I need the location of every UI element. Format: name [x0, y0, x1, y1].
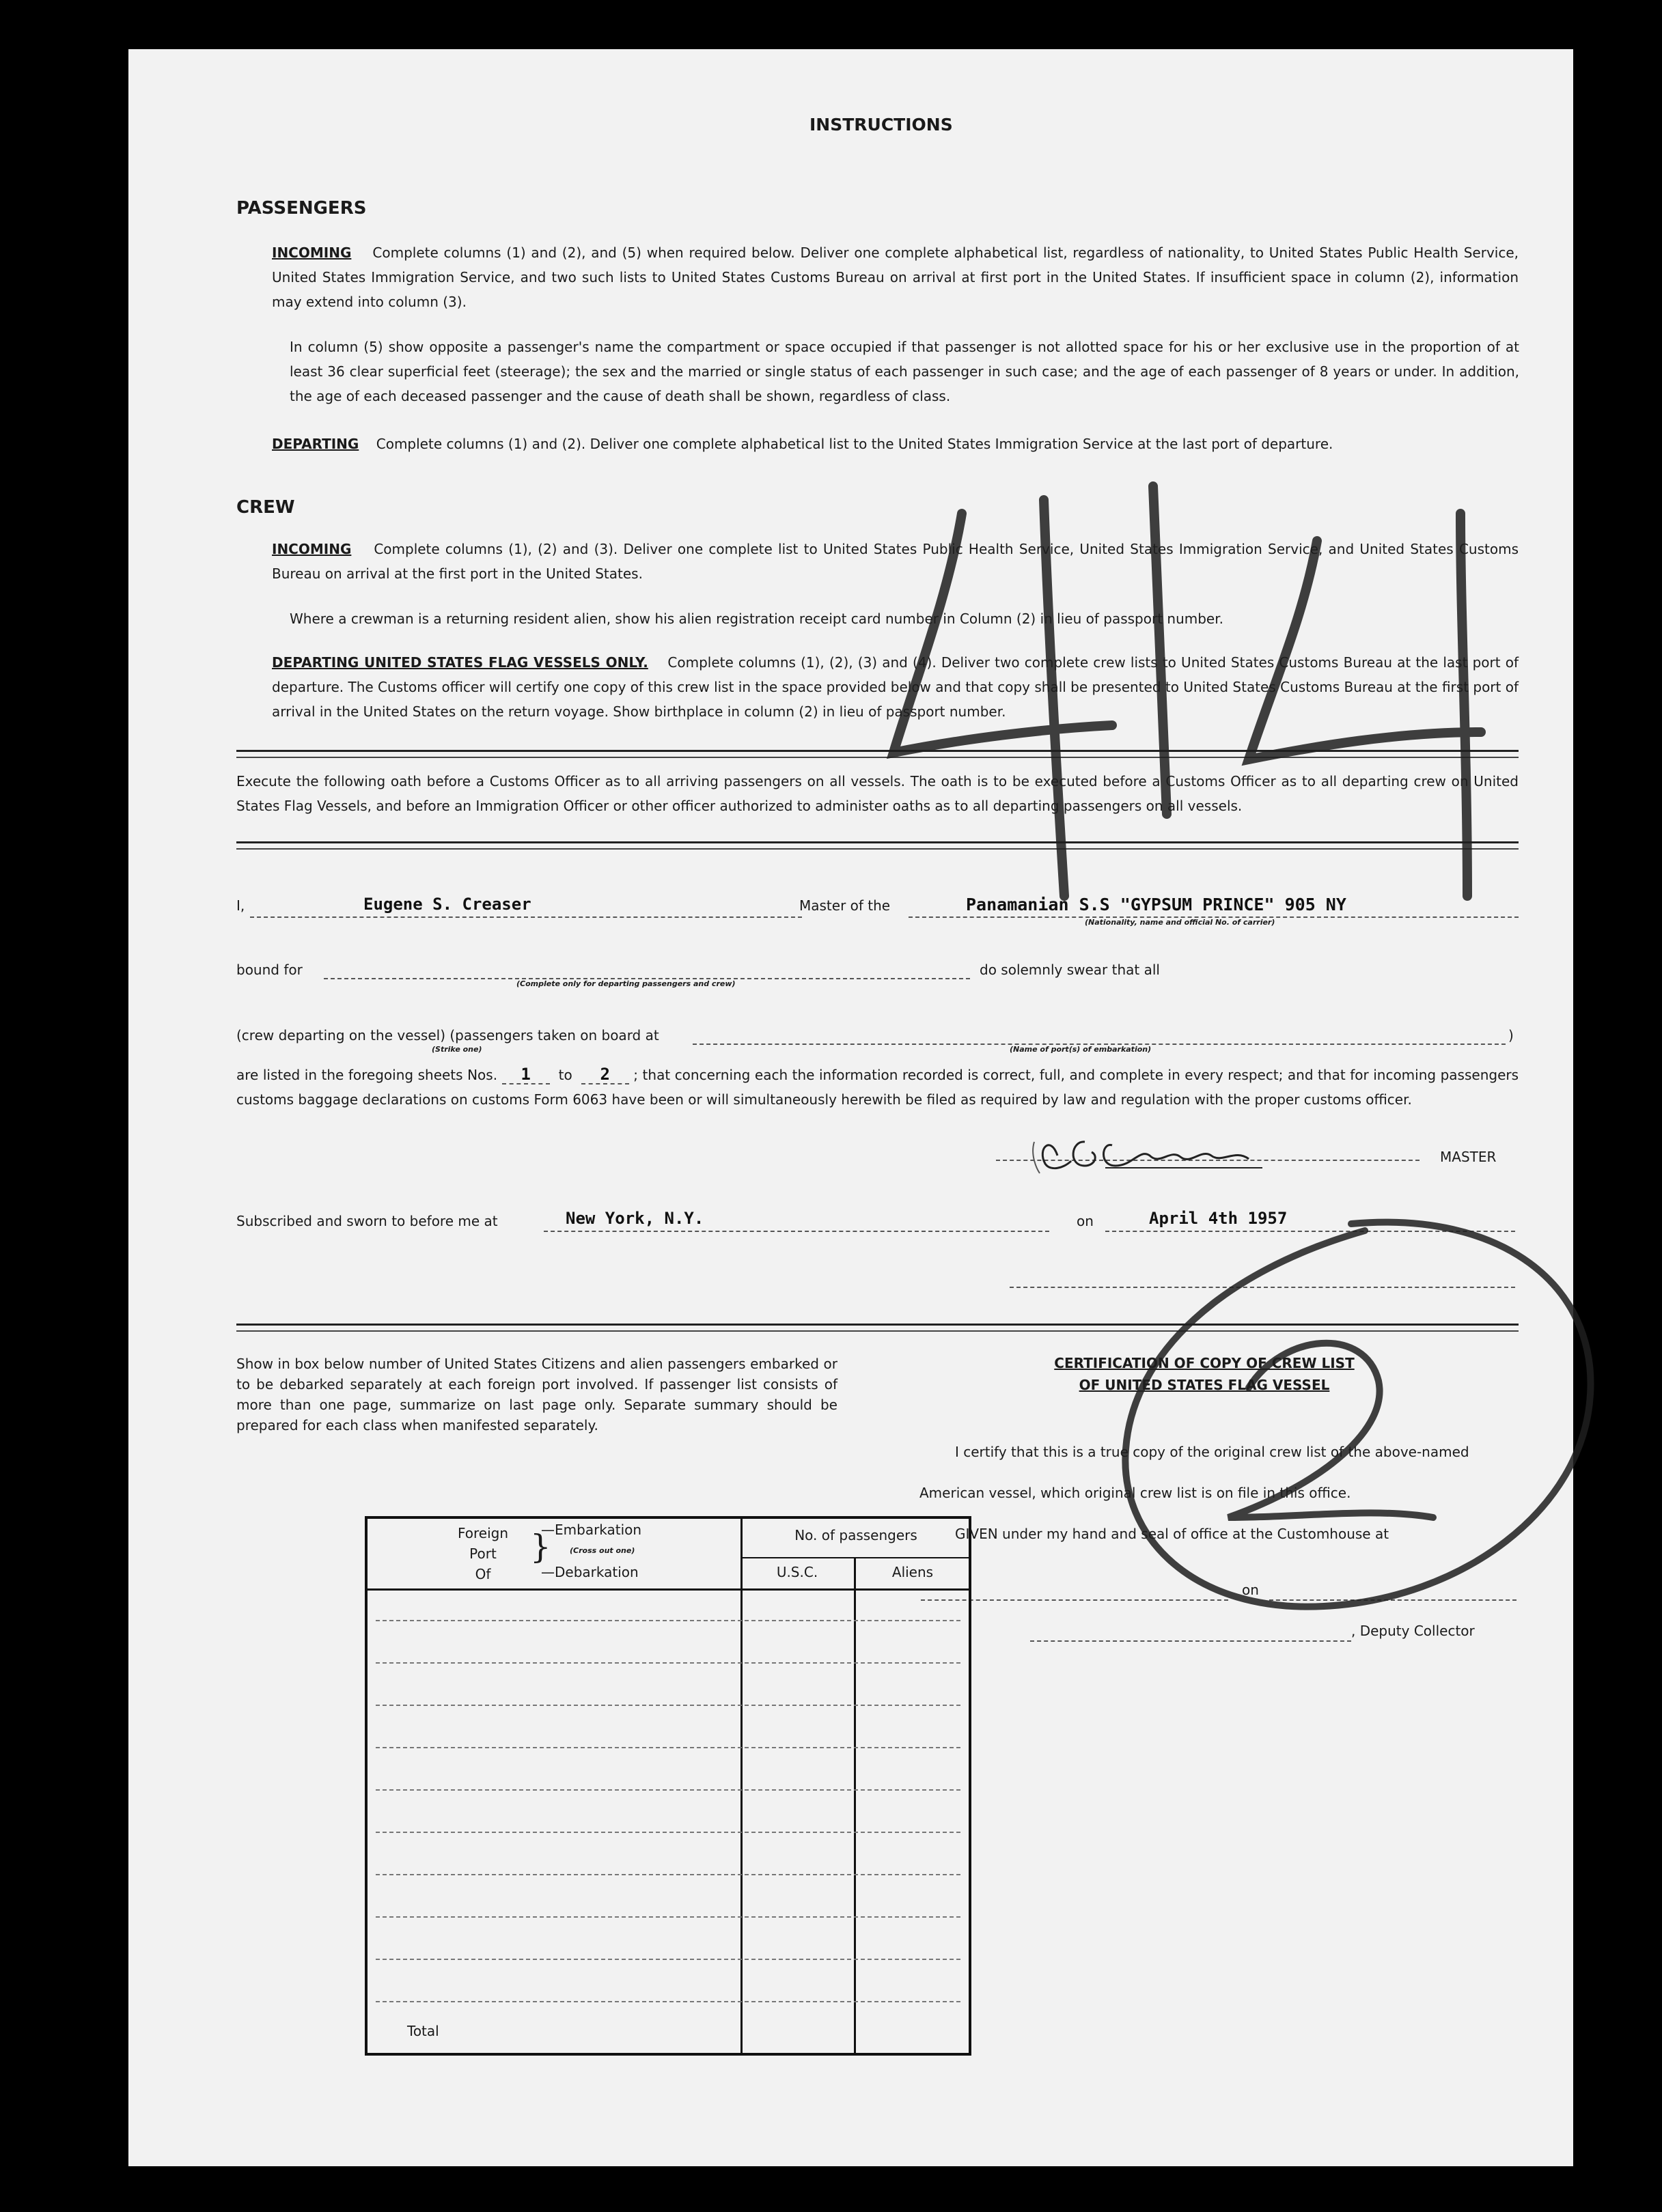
- crew-incoming-label: INCOMING: [272, 541, 352, 557]
- vessel-caption: (Nationality, name and official No. of carrier): [1085, 918, 1275, 927]
- pencil-circled-number-2: [1078, 1196, 1618, 1634]
- crew-incoming-text: Complete columns (1), (2) and (3). Deliver one complete list to United States Public Health Service, United States Immigration Service, and United States Customs Bureau on arrival at the first port in the United States.: [272, 541, 1519, 582]
- master-name: Eugene S. Creaser: [363, 895, 531, 914]
- oath-i-label: I,: [236, 897, 245, 914]
- passengers-incoming: [272, 240, 1519, 314]
- strike-one-caption: (Strike one): [432, 1045, 482, 1054]
- crew-heading: CREW: [236, 497, 295, 518]
- form-page: [128, 49, 1573, 2166]
- master-of-label: Master of the: [799, 897, 891, 914]
- header-divider: [740, 1557, 969, 1558]
- table-row: [376, 1789, 960, 1791]
- debarkation-label: —Debarkation: [541, 1564, 639, 1580]
- passengers-departing-label: DEPARTING: [272, 436, 359, 452]
- table-row: [376, 1620, 960, 1621]
- oath-instructions: Execute the following oath before a Customs Officer as to all arriving passengers on all vessels. The oath is to be executed before a Customs Officer as to all departing crew on United States Flag Vessels, and before an Immigration Officer or other officer authorized to administer oaths as to all departing passengers on all vessels.: [236, 773, 1519, 814]
- on-label: on: [1077, 1213, 1094, 1229]
- sheets-to-label: to: [558, 1067, 572, 1083]
- col-foreign: Foreign: [457, 1525, 509, 1541]
- sheets-statement: [236, 1063, 1519, 1112]
- swear-label: do solemnly swear that all: [980, 962, 1160, 978]
- brace: }: [530, 1528, 551, 1566]
- table-row: [376, 2001, 960, 2002]
- instructions-title: INSTRUCTIONS: [809, 115, 953, 135]
- subscribed-label: Subscribed and sworn to before me at: [236, 1213, 498, 1229]
- column-divider: [854, 1557, 856, 2053]
- pencil-number-text: 414: [866, 459, 868, 460]
- bound-for-caption: (Complete only for departing passengers and crew): [516, 979, 736, 988]
- cross-out-caption: (Cross out one): [570, 1546, 635, 1555]
- certification-title-line-1: CERTIFICATION OF COPY OF CREW LIST: [1054, 1355, 1355, 1371]
- sheets-label-b: ; that concerning each the information recorded is correct, full, and complete in every respect; and that for incoming passengers customs baggage declarations on customs Form 6063 have been or will simultaneously herewith be filed as required by law and regulation with the proper customs officer.: [236, 1067, 1519, 1108]
- passengers-heading: PASSENGERS: [236, 198, 367, 219]
- total-label: Total: [407, 2023, 439, 2039]
- usc-header: U.S.C.: [776, 1564, 818, 1580]
- close-paren: ): [1508, 1027, 1514, 1044]
- vessel-name: Panamanian S.S "GYPSUM PRINCE" 905 NY: [966, 895, 1346, 914]
- crew-departing-label: (crew departing on the vessel) (passengers taken on board at: [236, 1027, 659, 1044]
- bound-for-label: bound for: [236, 962, 303, 978]
- ports-caption: (Name of port(s) of embarkation): [1010, 1045, 1152, 1054]
- table-row: [376, 1662, 960, 1664]
- table-row: [376, 1832, 960, 1833]
- crew-departing-text: Complete columns (1), (2), (3) and (4). Deliver two complete crew lists to United States Customs Bureau at the last port of departure. The Customs officer will certify one copy of this crew list in the space provided below and that copy shall be presented to United States Customs Bureau at the first port of arrival in the United States on the return voyage. Show birthplace in column (2) in lieu of passport number.: [272, 654, 1519, 720]
- certification-title-line-2: OF UNITED STATES FLAG VESSEL: [1079, 1377, 1330, 1393]
- crew-departing-label: DEPARTING UNITED STATES FLAG VESSELS ONLY.: [272, 654, 648, 671]
- table-row: [376, 1916, 960, 1918]
- sheets-label-a: are listed in the foregoing sheets Nos.: [236, 1067, 498, 1083]
- col-of: Of: [475, 1566, 491, 1582]
- crew-incoming-text-2: Where a crewman is a returning resident alien, show his alien registration receipt card number in Column (2) in lieu of passport number.: [290, 611, 1223, 627]
- pencil-number-414: [866, 459, 1563, 910]
- table-row: [376, 1874, 960, 1875]
- certification-on-label: on: [1242, 1582, 1259, 1598]
- pencil-circled-text: 2: [1078, 1196, 1079, 1197]
- place-field: [544, 1231, 1049, 1232]
- passengers-incoming-label: INCOMING: [272, 244, 352, 261]
- table-row: [376, 1747, 960, 1748]
- aliens-header: Aliens: [891, 1564, 934, 1580]
- summary-instructions: Show in box below number of United States Citizens and alien passengers embarked or to be debarked separately at each foreign port involved. If passenger list consists of more than one page, summarize on last page only. Separate summary should be prepared for each class when manifested separately.: [236, 1356, 837, 1433]
- passengers-departing-text: Complete columns (1) and (2). Deliver one complete alphabetical list to the United States Immigration Service at the last port of departure.: [376, 436, 1333, 452]
- passengers-incoming-text-2: In column (5) show opposite a passenger's name the compartment or space occupied if that passenger is not allotted space for his or her exclusive use in the proportion of at least 36 clear superficial feet (steerage); the sex and the married or single status of each passenger in such case; and the age of each passenger of 8 years or under. In addition, the age of each deceased passenger and the cause of death shall be shown, regardless of class.: [290, 339, 1519, 404]
- sworn-place: New York, N.Y.: [566, 1209, 704, 1228]
- master-label: MASTER: [1440, 1149, 1497, 1165]
- master-signature: [1030, 1128, 1297, 1176]
- certification-line-2: American vessel, which original crew list is on file in this office.: [919, 1485, 1351, 1501]
- passenger-summary-table: [365, 1516, 971, 2056]
- column-divider: [740, 1519, 743, 2053]
- master-name-field: [250, 916, 802, 918]
- table-row: [376, 1705, 960, 1706]
- certification-line-3: GIVEN under my hand and seal of office at the Customhouse at: [955, 1526, 1389, 1542]
- table-row: [376, 1959, 960, 1960]
- certification-line-1: I certify that this is a true copy of the original crew list of the above-named: [955, 1444, 1469, 1460]
- passengers-departing: [272, 432, 1519, 456]
- foreign-port-of-header: [452, 1523, 514, 1584]
- embarkation-label: —Embarkation: [541, 1522, 642, 1538]
- header-bottom-rule: [368, 1588, 969, 1591]
- col-port: Port: [469, 1545, 497, 1562]
- sheet-to: 2: [581, 1065, 629, 1084]
- passengers-incoming-text: Complete columns (1) and (2), and (5) when required below. Deliver one complete alphabetical list, regardless of nationality, to United States Public Health Service, United States Immigration Service, and two such lists to United States Customs Bureau on arrival at first port in the United States. If insufficient space in column (2), information may extend into column (3).: [272, 244, 1519, 310]
- sworn-date: April 4th 1957: [1149, 1209, 1288, 1228]
- sheet-from: 1: [502, 1065, 550, 1084]
- deputy-collector-field: [1030, 1640, 1351, 1642]
- no-of-passengers-header: No. of passengers: [794, 1527, 917, 1543]
- deputy-collector-label: , Deputy Collector: [1351, 1623, 1475, 1639]
